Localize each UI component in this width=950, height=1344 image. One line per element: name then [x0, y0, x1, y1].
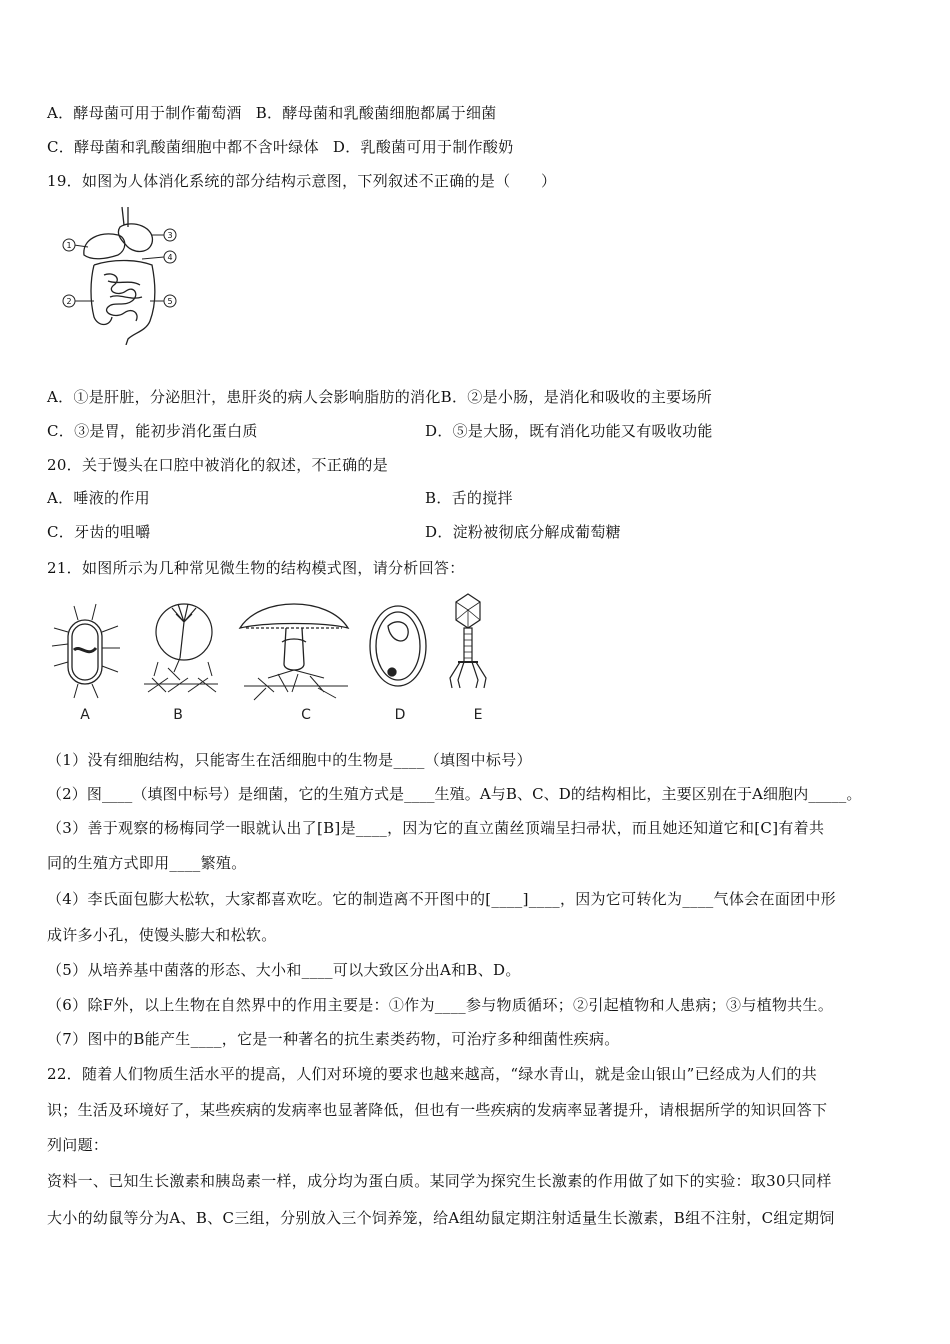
q19-option-c: C．③是胃，能初步消化蛋白质	[47, 422, 258, 440]
q19-option-d: D．⑤是大肠，既有消化功能又有吸收功能	[425, 422, 713, 440]
q21-part-7: （7）图中的B能产生____，它是一种著名的抗生素类药物，可治疗多种细菌性疾病。	[47, 1030, 620, 1048]
label-1: 1	[66, 241, 72, 250]
q22-line-2: 识；生活及环境好了，某些疾病的发病率也显著降低，但也有一些疾病的发病率显著提升，请根据所学的知识回答下	[47, 1101, 828, 1119]
microbes-figure	[48, 592, 498, 727]
q18-option-d: D．乳酸菌可用于制作酸奶	[332, 138, 514, 156]
q20-options-row-2	[47, 522, 621, 542]
virus-e	[450, 594, 486, 688]
label-3: 3	[167, 231, 173, 240]
figure-label-a: A	[80, 707, 90, 723]
label-5: 5	[167, 297, 173, 306]
liver-shape	[84, 234, 125, 259]
q22-line-5: 大小的幼鼠等分为A、B、C三组，分别放入三个饲养笼，给A组幼鼠定期注射适量生长激素，B组不注射，C组定期饲	[47, 1209, 835, 1227]
transverse-descending-colon	[94, 261, 155, 346]
q21-part-3a: （3）善于观察的杨梅同学一眼就认出了[B]是____，因为它的直立菌丝顶端呈扫帚状，而且她还知道它和[C]有着共	[47, 819, 825, 837]
q21-part-1: （1）没有细胞结构，只能寄生在活细胞中的生物是____（填图中标号）	[47, 751, 532, 769]
figure-label-c: C	[301, 707, 311, 723]
label-4: 4	[167, 253, 173, 262]
q21-part-5: （5）从培养基中菌落的形态、大小和____可以大致区分出A和B、D。	[47, 961, 521, 979]
q19-options-row-1	[47, 387, 712, 407]
microbes-diagram	[48, 592, 498, 704]
label-2: 2	[66, 297, 72, 306]
q21-part-4b: 成许多小孔，使馒头膨大和松软。	[47, 926, 277, 944]
q19-option-b: B．②是小肠，是消化和吸收的主要场所	[440, 388, 713, 406]
q20-options-row-1	[47, 488, 513, 508]
q18-option-c: C．酵母菌和乳酸菌细胞中都不含叶绿体	[47, 138, 319, 156]
q18-option-b: B．酵母菌和乳酸菌细胞都属于细菌	[255, 104, 497, 122]
q20-stem: 20．关于馒头在口腔中被消化的叙述，不正确的是	[47, 456, 388, 474]
q19-options-row-2	[47, 421, 713, 441]
q19-option-a: A．①是肝脏，分泌胆汁，患肝炎的病人会影响脂肪的消化	[47, 388, 441, 406]
q18-option-a: A．酵母菌可用于制作葡萄酒	[47, 104, 242, 122]
yeast-d	[370, 606, 426, 686]
q20-option-d: D．淀粉被彻底分解成葡萄糖	[425, 523, 621, 541]
mold-b	[144, 604, 218, 692]
bacterium-a	[52, 604, 120, 698]
figure-label-b: B	[173, 707, 183, 723]
q20-option-b: B．舌的搅拌	[425, 489, 513, 507]
q21-part-6: （6）除F外，以上生物在自然界中的作用主要是：①作为____参与物质循环；②引起植物和人患病；③与植物共生。	[47, 996, 834, 1014]
figure-label-d: D	[394, 707, 406, 723]
q21-part-2: （2）图____（填图中标号）是细菌，它的生殖方式是____生殖。A与B、C、D的结构相比，主要区别在于A细胞内_____。	[47, 785, 862, 803]
q22-line-4: 资料一、已知生长激素和胰岛素一样，成分均为蛋白质。某同学为探究生长激素的作用做了如下的实验：取30只同样	[47, 1172, 832, 1190]
q21-part-4a: （4）李氏面包膨大松软，大家都喜欢吃。它的制造离不开图中的[____]____，因为它可转化为____气体会在面团中形	[47, 890, 836, 908]
q20-option-a: A．唾液的作用	[47, 489, 150, 507]
q18-options-row-2	[47, 137, 514, 157]
q18-options-row-1	[47, 103, 497, 123]
q21-stem: 21．如图所示为几种常见微生物的结构模式图，请分析回答：	[47, 559, 465, 577]
small-intestine-folds	[108, 281, 142, 298]
q21-part-3b: 同的生殖方式即用____繁殖。	[47, 854, 247, 872]
figure-label-e: E	[473, 707, 483, 723]
q22-line-3: 列问题：	[47, 1136, 109, 1154]
digestive-system-figure	[60, 205, 185, 345]
digestive-system-diagram	[60, 205, 185, 345]
q19-stem: 19．如图为人体消化系统的部分结构示意图，下列叙述不正确的是（ ）	[47, 172, 557, 190]
q20-option-c: C．牙齿的咀嚼	[47, 523, 151, 541]
mushroom-c	[240, 604, 348, 700]
q22-line-1: 22．随着人们物质生活水平的提高，人们对环境的要求也越来越高，“绿水青山，就是金山银山”已经成为人们的共	[47, 1065, 818, 1083]
